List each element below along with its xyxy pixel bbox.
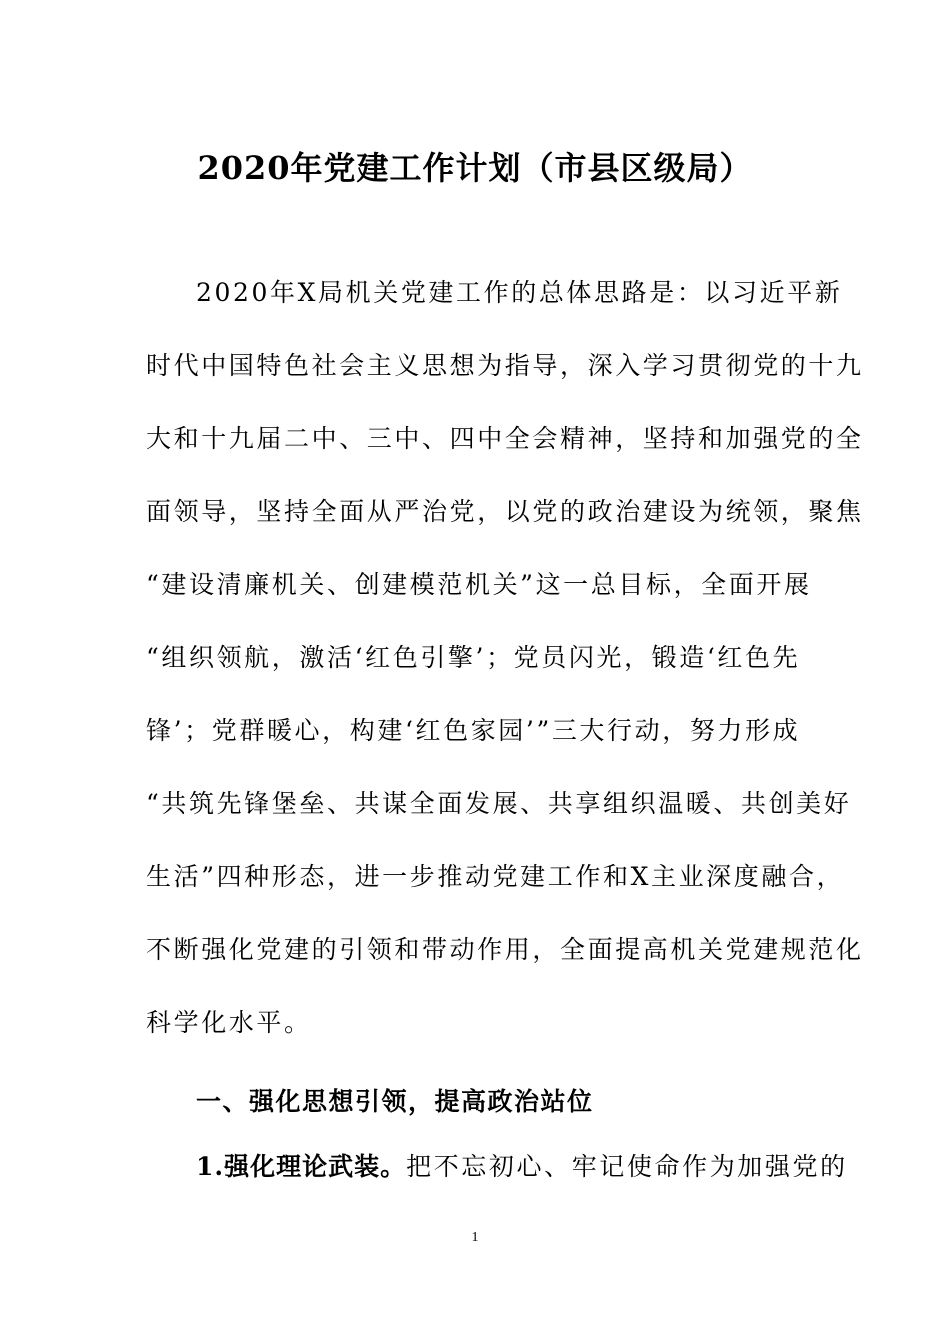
document-title: 2020年党建工作计划（市县区级局） (197, 149, 753, 187)
item-1 (196, 1147, 848, 1187)
paragraph-line: 时代中国特色社会主义思想为指导，深入学习贯彻党的十九 (146, 351, 864, 380)
page-number: 1 (471, 1230, 479, 1245)
paragraph-line: 面领导，坚持全面从严治党，以党的政治建设为统领，聚焦 (146, 497, 864, 526)
paragraph-line: 2020年X局机关党建工作的总体思路是：以习近平新 (196, 278, 843, 307)
item-1-label: 1.强化理论武装。 (196, 1152, 407, 1181)
paragraph-line: 锋’；党群暖心，构建‘红色家园’”三大行动，努力形成 (146, 716, 801, 745)
paragraph-line: 大和十九届二中、三中、四中全会精神，坚持和加强党的全 (146, 424, 864, 453)
paragraph-line: 不断强化党建的引领和带动作用，全面提高机关党建规范化 (146, 935, 864, 964)
section-heading: 一、强化思想引领，提高政治站位 (196, 1087, 594, 1116)
intro-paragraph (146, 273, 864, 1076)
paragraph-line: 生活”四种形态，进一步推动党建工作和X主业深度融合， (146, 862, 845, 891)
paragraph-line: “共筑先锋堡垒、共谋全面发展、共享组织温暖、共创美好 (146, 789, 852, 818)
paragraph-line: 科学化水平。 (146, 1008, 312, 1037)
paragraph-line: “建设清廉机关、创建模范机关”这一总目标，全面开展 (146, 570, 812, 599)
paragraph-line: “组织领航，激活‘红色引擎’；党员闪光，锻造‘红色先 (146, 643, 801, 672)
item-1-text: 把不忘初心、牢记使命作为加强党的 (406, 1152, 848, 1181)
